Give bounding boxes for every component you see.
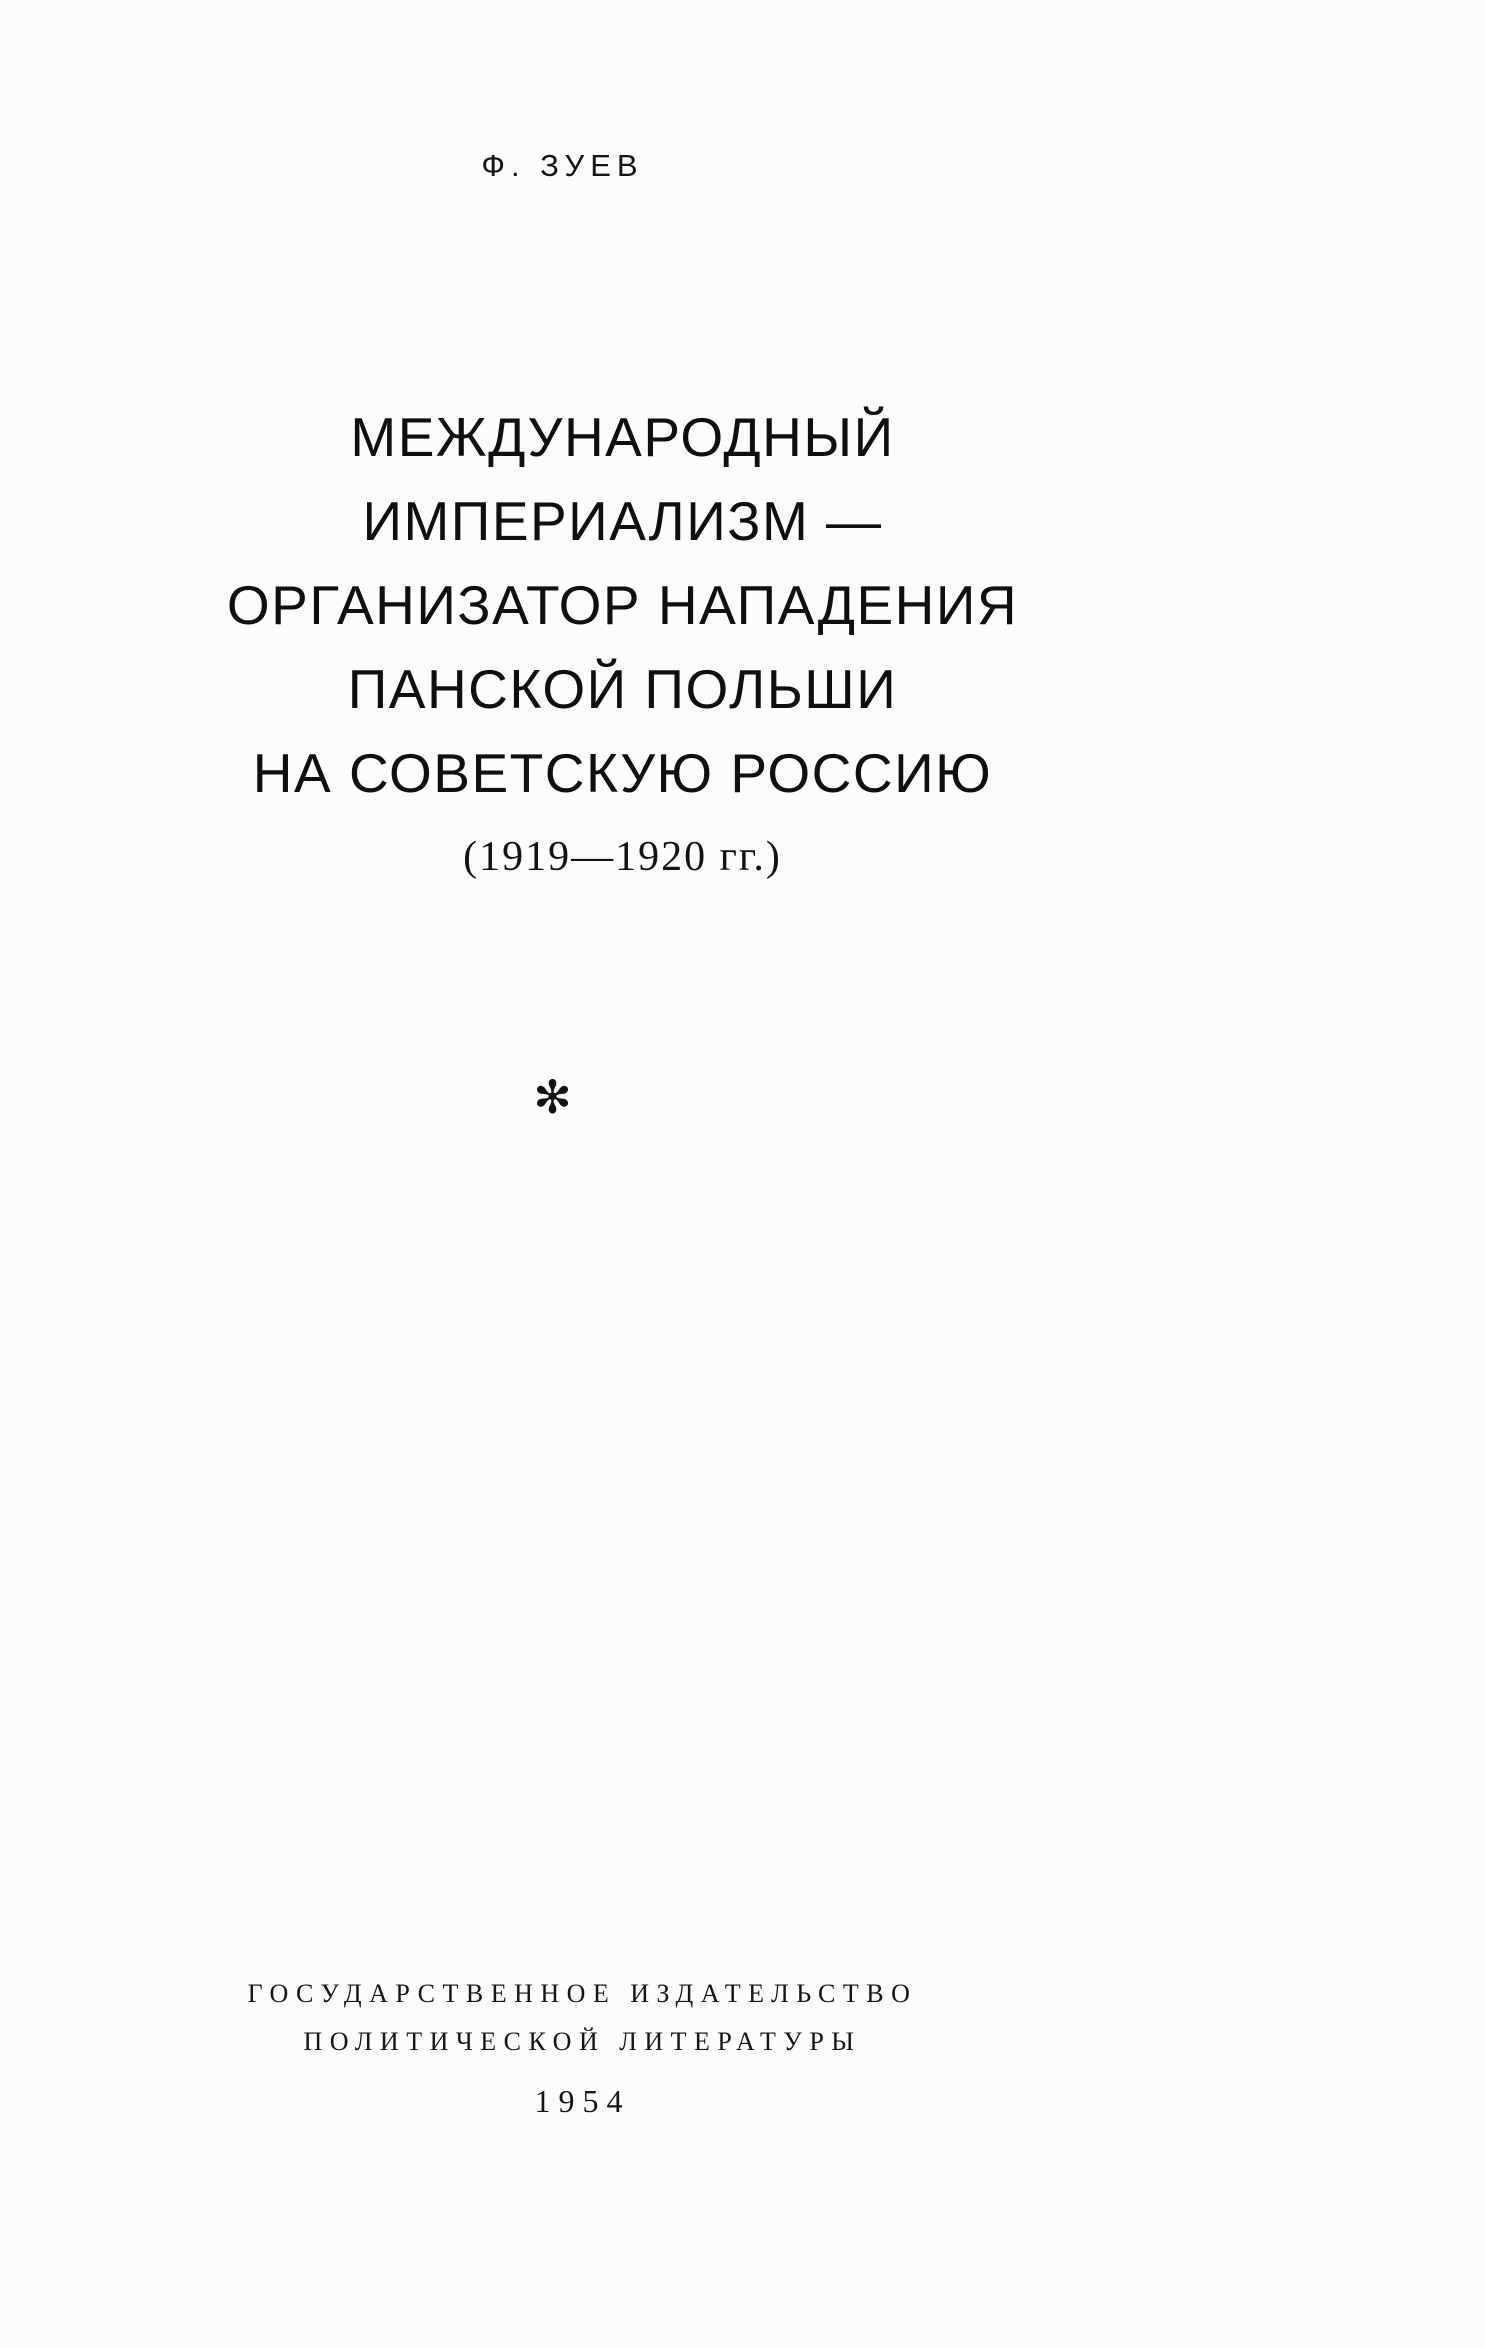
title-years: (1919—1920 гг.)	[463, 834, 782, 880]
title-line-4: ПАНСКОЙ ПОЛЬШИ	[347, 658, 898, 720]
book-title	[0, 395, 1365, 881]
title-line-5: НА СОВЕТСКУЮ РОССИЮ	[252, 742, 993, 804]
publisher-line-2: ПОЛИТИЧЕСКОЙ ЛИТЕРАТУРЫ	[303, 2027, 862, 2056]
title-line-1: МЕЖДУНАРОДНЫЙ	[350, 406, 895, 468]
asterisk-ornament-icon: ✻	[533, 1072, 572, 1123]
publisher-line-1: ГОСУДАРСТВЕННОЕ ИЗДАТЕЛЬСТВО	[247, 1979, 918, 2008]
publisher-imprint	[0, 1970, 1325, 2130]
title-line-3: ОРГАНИЗАТОР НАПАДЕНИЯ	[226, 574, 1019, 636]
publication-year: 1954	[534, 2083, 631, 2119]
title-line-2: ИМПЕРИАЛИЗМ —	[362, 490, 883, 552]
author-name: Ф. ЗУЕВ	[481, 148, 644, 183]
